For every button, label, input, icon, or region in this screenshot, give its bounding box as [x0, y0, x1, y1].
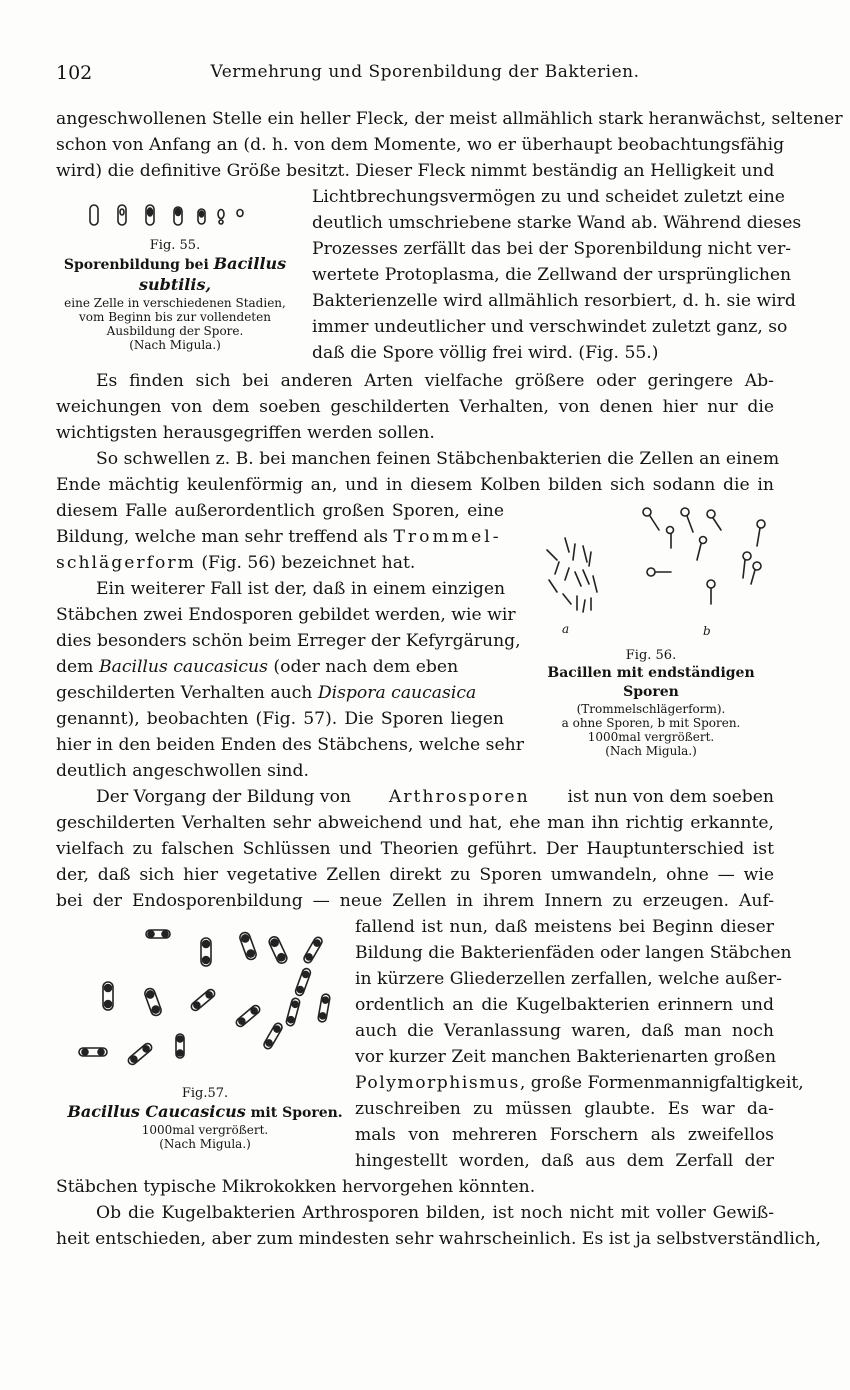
text-span-spaced: Arthrosporen — [388, 787, 530, 807]
fig57-number: Fig.57. — [181, 1086, 229, 1101]
text-line — [56, 550, 415, 576]
text-line: Lichtbrechungsvermögen zu und scheidet zuletzt eine — [312, 187, 785, 207]
text-line: mals von mehreren Forschern als zweifellos — [355, 1125, 774, 1145]
fig56-group-a — [547, 538, 597, 612]
text-line: wichtigsten herausgegriffen werden sollen. — [56, 423, 435, 443]
fig55-desc-2: vom Beginn bis zur vollendeten — [79, 310, 271, 324]
text-span: dem — [56, 657, 99, 677]
figure-55-caption — [50, 238, 300, 352]
fig57-magnification: 1000mal vergrößert. — [141, 1123, 269, 1137]
text-line: hingestellt worden, daß aus dem Zerfall der — [355, 1151, 774, 1171]
text-span: Der Vorgang der Bildung von — [96, 787, 357, 807]
text-line — [56, 524, 502, 550]
fig55-title-a: Sporenbildung bei — [63, 257, 214, 273]
fig55-title-c: subtilis, — [138, 275, 212, 294]
text-line: fallend ist nun, daß meistens bei Beginn dieser — [355, 917, 774, 937]
text-line: in kürzere Gliederzellen zerfallen, welche außer- — [355, 969, 782, 989]
fig57-rod — [235, 1004, 262, 1028]
figure-56-illustration — [525, 500, 775, 640]
figure-57-illustration — [68, 912, 348, 1072]
text-line: dies besonders schön beim Erreger der Kefyrgärung, — [56, 631, 521, 651]
text-line: vielfach zu falschen Schlüssen und Theorien geführt. Der Hauptunterschied ist — [56, 839, 774, 859]
fig55-desc-3: Ausbildung der Spore. — [106, 324, 244, 338]
figure-55-illustration — [80, 200, 260, 230]
text-line: Ob die Kugelbakterien Arthrosporen bilden, ist noch nicht mit voller Gewiß- — [96, 1203, 774, 1223]
fig57-rod — [239, 931, 258, 961]
text-line: immer undeutlicher und verschwindet zuletzt ganz, so — [312, 317, 788, 337]
text-span-italic: Dispora caucasica — [317, 683, 477, 703]
text-span: (Fig. 56) bezeichnet hat. — [195, 553, 416, 573]
fig56-magnification: 1000mal vergrößert. — [587, 730, 715, 744]
text-line: schon von Anfang an (d. h. von dem Momente, wo er überhaupt beobachtungsfähig — [56, 135, 785, 155]
fig57-rod — [190, 988, 217, 1012]
page-number: 102 — [56, 62, 93, 84]
fig57-rod — [263, 1022, 284, 1050]
text-line — [355, 1070, 804, 1096]
fig57-rod — [79, 1048, 107, 1056]
fig57-rod — [268, 935, 289, 965]
text-line: Es finden sich bei anderen Arten vielfache größere oder geringere Ab- — [96, 371, 774, 391]
text-line: geschilderten Verhalten sehr abweichend und hat, ehe man ihn richtig erkannte, — [56, 813, 774, 833]
fig55-cell-1 — [90, 205, 98, 225]
text-span: (oder nach dem eben — [267, 657, 459, 677]
text-line: auch die Veranlassung waren, daß man noch — [355, 1021, 774, 1041]
fig56-group-b — [643, 508, 765, 604]
text-line — [96, 784, 774, 810]
text-line: Stäbchen zwei Endosporen gebildet werden, wie wir — [56, 605, 516, 625]
fig55-cell-6 — [218, 210, 224, 219]
text-line: wird) die definitive Größe besitzt. Dieser Fleck nimmt beständig an Helligkeit und — [56, 161, 775, 181]
text-line: der, daß sich hier vegetative Zellen direkt zu Sporen umwandeln, ohne — wie — [56, 865, 774, 885]
text-line: Ein weiterer Fall ist der, daß in einem einzigen — [96, 579, 506, 599]
text-line: deutlich angeschwollen sind. — [56, 761, 309, 781]
figure-56-caption — [520, 648, 782, 758]
text-line: zuschreiben zu müssen glaubte. Es war da- — [355, 1099, 774, 1119]
fig55-spore — [237, 210, 243, 217]
text-span-italic: Bacillus caucasicus — [98, 657, 268, 677]
fig57-rod — [318, 994, 331, 1023]
text-line: Stäbchen typische Mikrokokken hervorgehen könnten. — [56, 1177, 536, 1197]
fig57-rod — [103, 982, 113, 1010]
text-span-spaced: schlägerform — [56, 553, 196, 573]
fig57-rod — [294, 967, 311, 996]
fig55-title-b: Bacillus — [213, 254, 287, 273]
running-title: Vermehrung und Sporenbildung der Bakterien. — [210, 62, 640, 82]
text-line: heit entschieden, aber zum mindesten sehr wahrscheinlich. Es ist ja selbstverständlich, — [56, 1229, 821, 1249]
fig56-label-a: a — [562, 622, 570, 636]
fig57-title-a: Bacillus Caucasicus — [67, 1102, 246, 1121]
fig57-title-b: mit Sporen. — [245, 1105, 343, 1121]
fig56-desc: a ohne Sporen, b mit Sporen. — [561, 716, 741, 730]
fig57-rod — [286, 997, 301, 1026]
text-line: wertete Protoplasma, die Zellwand der ursprünglichen — [312, 265, 792, 285]
text-line: weichungen von dem soeben geschilderten Verhalten, von denen hier nur die — [56, 397, 774, 417]
fig55-desc-1: eine Zelle in verschiedenen Stadien, — [64, 296, 286, 310]
fig56-label-b: b — [703, 624, 711, 638]
fig57-rod — [176, 1034, 184, 1058]
fig57-rod — [201, 938, 211, 966]
fig56-title: Bacillen mit endständigen Sporen — [547, 665, 755, 700]
text-span: ist nun von dem soeben — [562, 787, 774, 807]
text-line — [56, 654, 458, 680]
text-span-spaced: Trommel- — [393, 527, 502, 547]
fig57-rod — [144, 987, 163, 1017]
figure-57-caption — [60, 1086, 350, 1151]
text-line: diesem Falle außerordentlich großen Sporen, eine — [56, 501, 504, 521]
fig57-rod — [146, 930, 170, 938]
text-span: Bildung, welche man sehr treffend als — [56, 527, 394, 547]
text-line: genannt), beobachten (Fig. 57). Die Sporen liegen — [56, 709, 504, 729]
text-line: Prozesses zerfällt das bei der Sporenbildung nicht ver- — [312, 239, 792, 259]
fig56-source: (Nach Migula.) — [605, 744, 697, 758]
text-span: , große Formenmannigfaltigkeit, — [519, 1073, 804, 1093]
text-line: hier in den beiden Enden des Stäbchens, welche sehr — [56, 735, 524, 755]
fig57-source: (Nach Migula.) — [159, 1137, 251, 1151]
text-line: Bildung die Bakterienfäden oder langen Stäbchen — [355, 943, 792, 963]
text-span-spaced: Polymorphismus — [355, 1073, 520, 1093]
text-line: angeschwollenen Stelle ein heller Fleck, der meist allmählich stark heranwächst, seltener — [56, 109, 843, 129]
text-line: So schwellen z. B. bei manchen feinen Stäbchenbakterien die Zellen an einem — [96, 449, 780, 469]
text-line — [56, 680, 476, 706]
fig56-number: Fig. 56. — [625, 648, 677, 663]
fig57-rod — [303, 936, 324, 964]
fig56-subtitle: (Trommelschlägerform). — [576, 702, 726, 716]
fig55-source: (Nach Migula.) — [129, 338, 221, 352]
text-span: geschilderten Verhalten auch — [56, 683, 318, 703]
text-line: bei der Endosporenbildung — neue Zellen in ihrem Innern zu erzeugen. Auf- — [56, 891, 774, 911]
fig57-rod — [127, 1042, 154, 1066]
fig55-number: Fig. 55. — [149, 238, 201, 253]
text-line: Ende mächtig keulenförmig an, und in diesem Kolben bilden sich sodann die in — [56, 475, 774, 495]
text-line: Bakterienzelle wird allmählich resorbiert, d. h. sie wird — [312, 291, 796, 311]
text-line: ordentlich an die Kugelbakterien erinnern und — [355, 995, 774, 1015]
text-line: deutlich umschriebene starke Wand ab. Während dieses — [312, 213, 802, 233]
text-line: daß die Spore völlig frei wird. (Fig. 55.) — [312, 343, 659, 363]
text-line: vor kurzer Zeit manchen Bakterienarten großen — [355, 1047, 777, 1067]
